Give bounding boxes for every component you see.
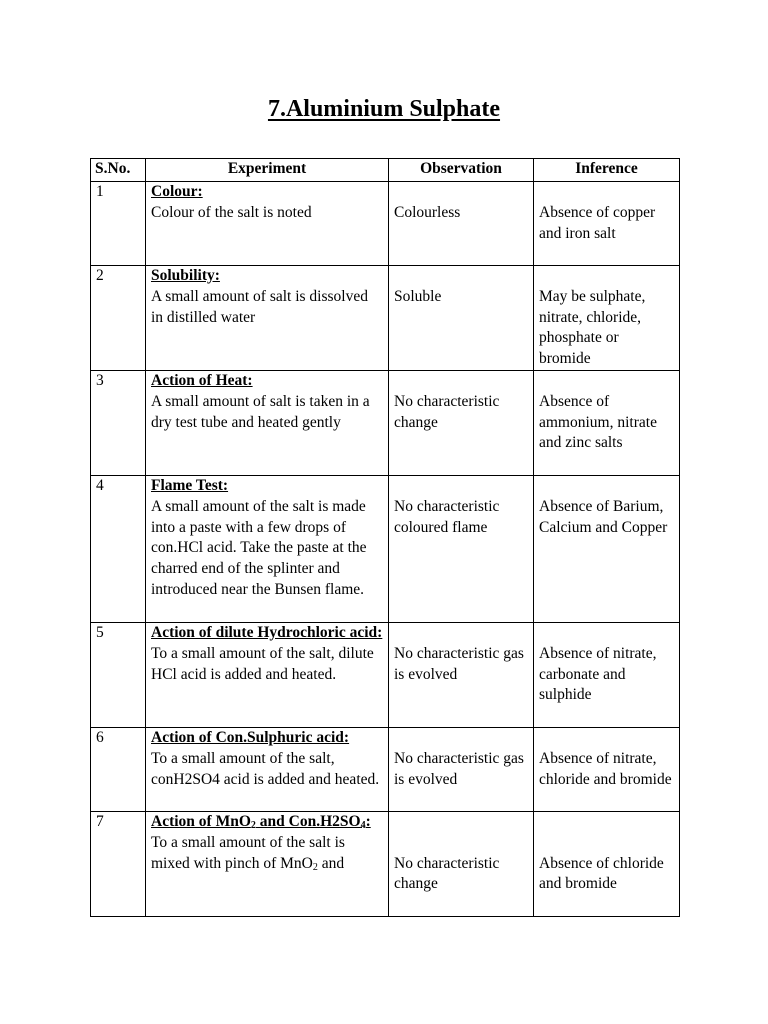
experiment-cell [146, 371, 389, 476]
experiment-procedure: A small amount of salt is taken in a dry test tube and heated gently [151, 392, 370, 431]
observation-text: No characteristic change [394, 392, 500, 431]
observation-cell [389, 476, 534, 623]
observation-text: No characteristic gas is evolved [394, 749, 524, 788]
experiment-cell [146, 476, 389, 623]
inference-cell [534, 476, 680, 623]
observation-text: No characteristic gas is evolved [394, 644, 524, 683]
table-row [91, 728, 680, 812]
sno-cell: 4 [91, 476, 146, 623]
observation-cell [389, 728, 534, 812]
inference-cell [534, 182, 680, 266]
experiment-heading: Action of Con.Sulphuric acid: [151, 729, 350, 746]
inference-text: Absence of chloride and bromide [539, 854, 664, 893]
experiment-procedure: A small amount of salt is dissolved in distilled water [151, 287, 368, 326]
experiment-heading: Solubility: [151, 267, 220, 284]
table-header-row [91, 159, 680, 182]
procedure-text-part: To a small amount of the salt is mixed with pinch of MnO [151, 833, 345, 872]
inference-text: Absence of Barium, Calcium and Copper [539, 497, 668, 536]
observation-cell [389, 812, 534, 917]
experiment-procedure: A small amount of the salt is made into a paste with a few drops of con.HCl acid. Take the paste at the charred end of the splinter and introduced near the Bunsen flame. [151, 497, 367, 598]
experiment-heading: Colour: [151, 183, 203, 200]
inference-cell [534, 266, 680, 371]
experiment-heading: Flame Test: [151, 477, 229, 494]
inference-text: Absence of ammonium, nitrate and zinc salts [539, 392, 657, 452]
inference-text: Absence of nitrate, chloride and bromide [539, 749, 672, 788]
inference-text: Absence of copper and iron salt [539, 203, 656, 242]
subscript: 2 [312, 861, 318, 873]
inference-text: Absence of nitrate, carbonate and sulphide [539, 644, 657, 704]
observation-text: No characteristic change [394, 854, 500, 893]
heading-text-part: : [365, 813, 371, 830]
column-header-observation: Observation [389, 159, 534, 182]
table-row [91, 266, 680, 371]
inference-text: May be sulphate, nitrate, chloride, phosphate or bromide [539, 287, 646, 368]
experiment-cell [146, 728, 389, 812]
subscript: 2 [250, 820, 256, 831]
observation-text: No characteristic coloured flame [394, 497, 500, 536]
sno-cell: 1 [91, 182, 146, 266]
observation-text: Soluble [394, 287, 442, 305]
heading-text-part: Action of MnO [151, 813, 251, 830]
sno-cell: 3 [91, 371, 146, 476]
table-row [91, 371, 680, 476]
experiment-table [90, 158, 680, 917]
heading-text-part: and Con.H2SO [255, 813, 361, 830]
experiment-cell [146, 623, 389, 728]
experiment-heading: Action of Heat: [151, 372, 253, 389]
experiment-procedure: To a small amount of the salt, dilute HCl acid is added and heated. [151, 644, 374, 683]
procedure-text-part: and [317, 854, 345, 872]
sno-cell: 7 [91, 812, 146, 917]
observation-text: Colourless [394, 203, 461, 221]
sno-cell: 2 [91, 266, 146, 371]
experiment-procedure [151, 833, 383, 875]
experiment-heading [151, 812, 383, 833]
experiment-procedure: To a small amount of the salt, conH2SO4 acid is added and heated. [151, 749, 380, 788]
sno-cell: 6 [91, 728, 146, 812]
table-row [91, 812, 680, 917]
experiment-heading: Action of dilute Hydrochloric acid: [151, 624, 383, 641]
inference-cell [534, 623, 680, 728]
experiment-cell [146, 182, 389, 266]
experiment-cell [146, 266, 389, 371]
inference-cell [534, 812, 680, 917]
page-title: 7.Aluminium Sulphate [267, 96, 501, 122]
column-header-sno: S.No. [91, 159, 146, 182]
experiment-cell [146, 812, 389, 917]
experiment-procedure: Colour of the salt is noted [151, 203, 312, 221]
observation-cell [389, 371, 534, 476]
observation-cell [389, 266, 534, 371]
table-row [91, 182, 680, 266]
subscript: 4 [360, 820, 366, 831]
table-row [91, 476, 680, 623]
column-header-inference: Inference [534, 159, 680, 182]
inference-cell [534, 728, 680, 812]
table-row [91, 623, 680, 728]
observation-cell [389, 623, 534, 728]
observation-cell [389, 182, 534, 266]
column-header-experiment: Experiment [146, 159, 389, 182]
inference-cell [534, 371, 680, 476]
sno-cell: 5 [91, 623, 146, 728]
